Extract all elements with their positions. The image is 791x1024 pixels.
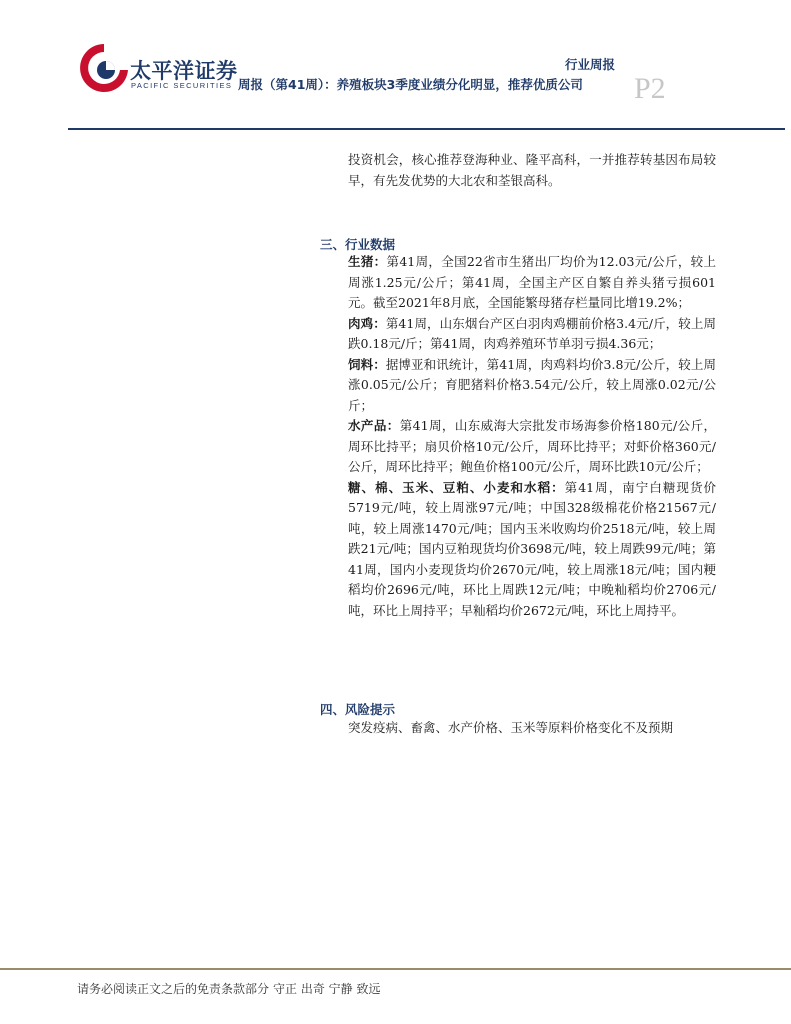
footer-divider (0, 968, 791, 970)
item-label: 生猪： (348, 254, 387, 269)
risk-block (348, 718, 716, 739)
list-item-hog (348, 252, 716, 314)
report-title: 周报（第41周）：养殖板块3季度业绩分化明显，推荐优质公司 (238, 77, 583, 92)
item-text: 第41周，南宁白糖现货价5719元/吨，较上周涨97元/吨；中国328级棉花价格21567元/吨，较上周涨1470元/吨；国内玉米收购均价2518元/吨，较上周跌21元/吨；国内豆粕现货均价3698元/吨，较上周跌99元/吨；第41周，国内小麦现货均价2670元/吨，较上周涨18元/吨；国内粳稻均价2696元/吨，环比上周跌12元/吨；中晚籼稻均价2706元/吨，环比上周持平；早籼稻均价2672元/吨，环比上周持平。 (348, 479, 716, 618)
intro-paragraph-block (348, 150, 716, 191)
footer (77, 980, 380, 997)
item-text: 据博亚和讯统计，第41周，肉鸡料均价3.8元/公斤，较上周涨0.05元/公斤；育肥猪料价格3.54元/公斤，较上周涨0.02元/公斤； (348, 356, 716, 413)
item-label: 水产品： (348, 418, 400, 433)
list-item-broiler (348, 314, 716, 355)
footer-disclaimer: 请务必阅读正文之后的免责条款部分 (77, 982, 270, 996)
header-divider (68, 128, 785, 130)
item-label: 肉鸡： (348, 315, 386, 331)
section-title-risk: 四、风险提示 (320, 702, 396, 717)
industry-data-list (348, 252, 716, 621)
brand-name-en: PACIFIC SECURITIES (131, 81, 233, 90)
intro-paragraph: 投资机会，核心推荐登海种业、隆平高科，一并推荐转基因布局较早，有先发优势的大北农和荃银高科。 (348, 152, 716, 188)
item-text: 第41周，山东威海大宗批发市场海参价格180元/公斤，周环比持平；扇贝价格10元/公斤，周环比持平；对虾价格360元/公斤，周环比持平；鲍鱼价格100元/公斤，周环比跌10元/公斤； (348, 418, 716, 474)
brand-name-cn: 太平洋证券 (130, 59, 238, 83)
item-label: 饲料： (348, 356, 386, 372)
item-label: 糖、棉、玉米、豆粕、小麦和水稻： (348, 479, 565, 495)
section-title-industry-data: 三、行业数据 (320, 237, 396, 252)
list-item-feed (348, 355, 716, 417)
risk-paragraph: 突发疫病、畜禽、水产价格、玉米等原料价格变化不及预期 (348, 720, 674, 735)
report-type-label: 行业周报 (565, 57, 616, 72)
item-text: 第41周，山东烟台产区白羽肉鸡棚前价格3.4元/斤，较上周跌0.18元/斤；第41周，肉鸡养殖环节单羽亏损4.36元； (348, 315, 716, 351)
footer-motto: 守正 出奇 宁静 致远 (273, 982, 381, 996)
pacific-securities-logo-icon (76, 40, 132, 96)
page-number: P2 (634, 72, 666, 105)
list-item-aquatic (348, 416, 716, 478)
item-text: 第41周，全国22省市生猪出厂均价为12.03元/公斤，较上周涨1.25元/公斤；第41周，全国主产区自繁自养头猪亏损601元。截至2021年8月底，全国能繁母猪存栏量同比增19.2%； (348, 254, 716, 310)
list-item-crops (348, 478, 716, 622)
